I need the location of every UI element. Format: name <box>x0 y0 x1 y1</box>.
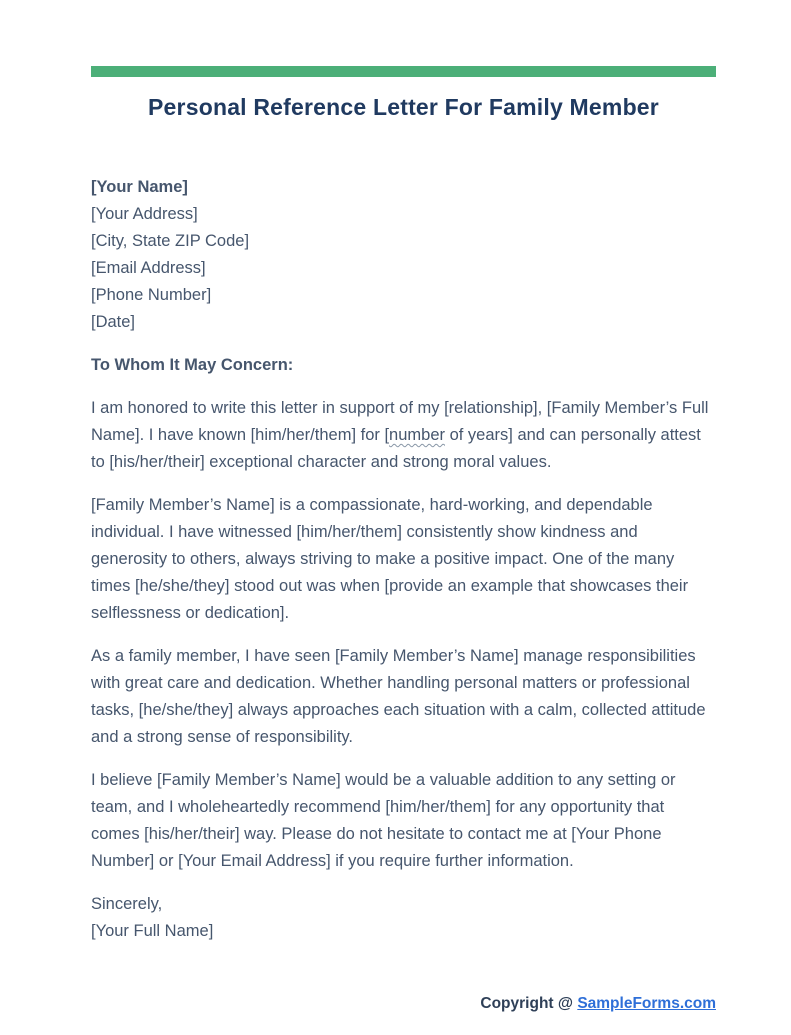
paragraph-1-pre: I am honored to write this letter in support of my [relationship], [Family Member’s Full Name]. I have known [him/her/them] for [ <box>91 399 709 444</box>
spellcheck-flagged-word: number <box>389 426 445 444</box>
closing-block <box>91 891 716 945</box>
sender-info-block <box>91 174 716 336</box>
salutation: To Whom It May Concern: <box>91 356 294 374</box>
copyright-text: Copyright @ <box>480 995 578 1012</box>
page-title: Personal Reference Letter For Family Member <box>148 94 659 120</box>
paragraph-3: As a family member, I have seen [Family Member’s Name] manage responsibilities with great care and dedication. Whether handling personal matters or professional tasks, [he/she/they] always approaches each situation with a calm, collected attitude and a strong sense of responsibility. <box>91 647 706 746</box>
paragraph-1-post: of years] and can personally attest to [his/her/their] exceptional character and strong moral values. <box>91 426 701 471</box>
sender-date-line: [Date] <box>91 313 136 331</box>
sampleforms-link[interactable]: SampleForms.com <box>577 995 716 1012</box>
letter-body <box>91 174 716 945</box>
footer <box>480 995 716 1013</box>
closing-full-name: [Your Full Name] <box>91 922 214 940</box>
sender-city-line: [City, State ZIP Code] <box>91 232 250 250</box>
sender-address-line: [Your Address] <box>91 205 198 223</box>
paragraph-4: I believe [Family Member’s Name] would be a valuable addition to any setting or team, and I wholeheartedly recommend [him/her/them] for any opportunity that comes [his/her/their] way. Please do not hesitate to contact me at [Your Phone Number] or [Your Email Address] if you require further information. <box>91 771 676 870</box>
top-accent-bar <box>91 66 716 77</box>
sender-phone-line: [Phone Number] <box>91 286 212 304</box>
closing-sincerely: Sincerely, <box>91 895 163 913</box>
paragraph-1 <box>91 395 716 476</box>
paragraph-2: [Family Member’s Name] is a compassionate, hard-working, and dependable individual. I have witnessed [him/her/them] consistently show kindness and generosity to others, always striving to make a positive impact. One of the many times [he/she/they] stood out was when [provide an example that showcases their selflessness or dedication]. <box>91 496 689 622</box>
sender-name-line: [Your Name] <box>91 178 188 196</box>
sender-email-line: [Email Address] <box>91 259 206 277</box>
